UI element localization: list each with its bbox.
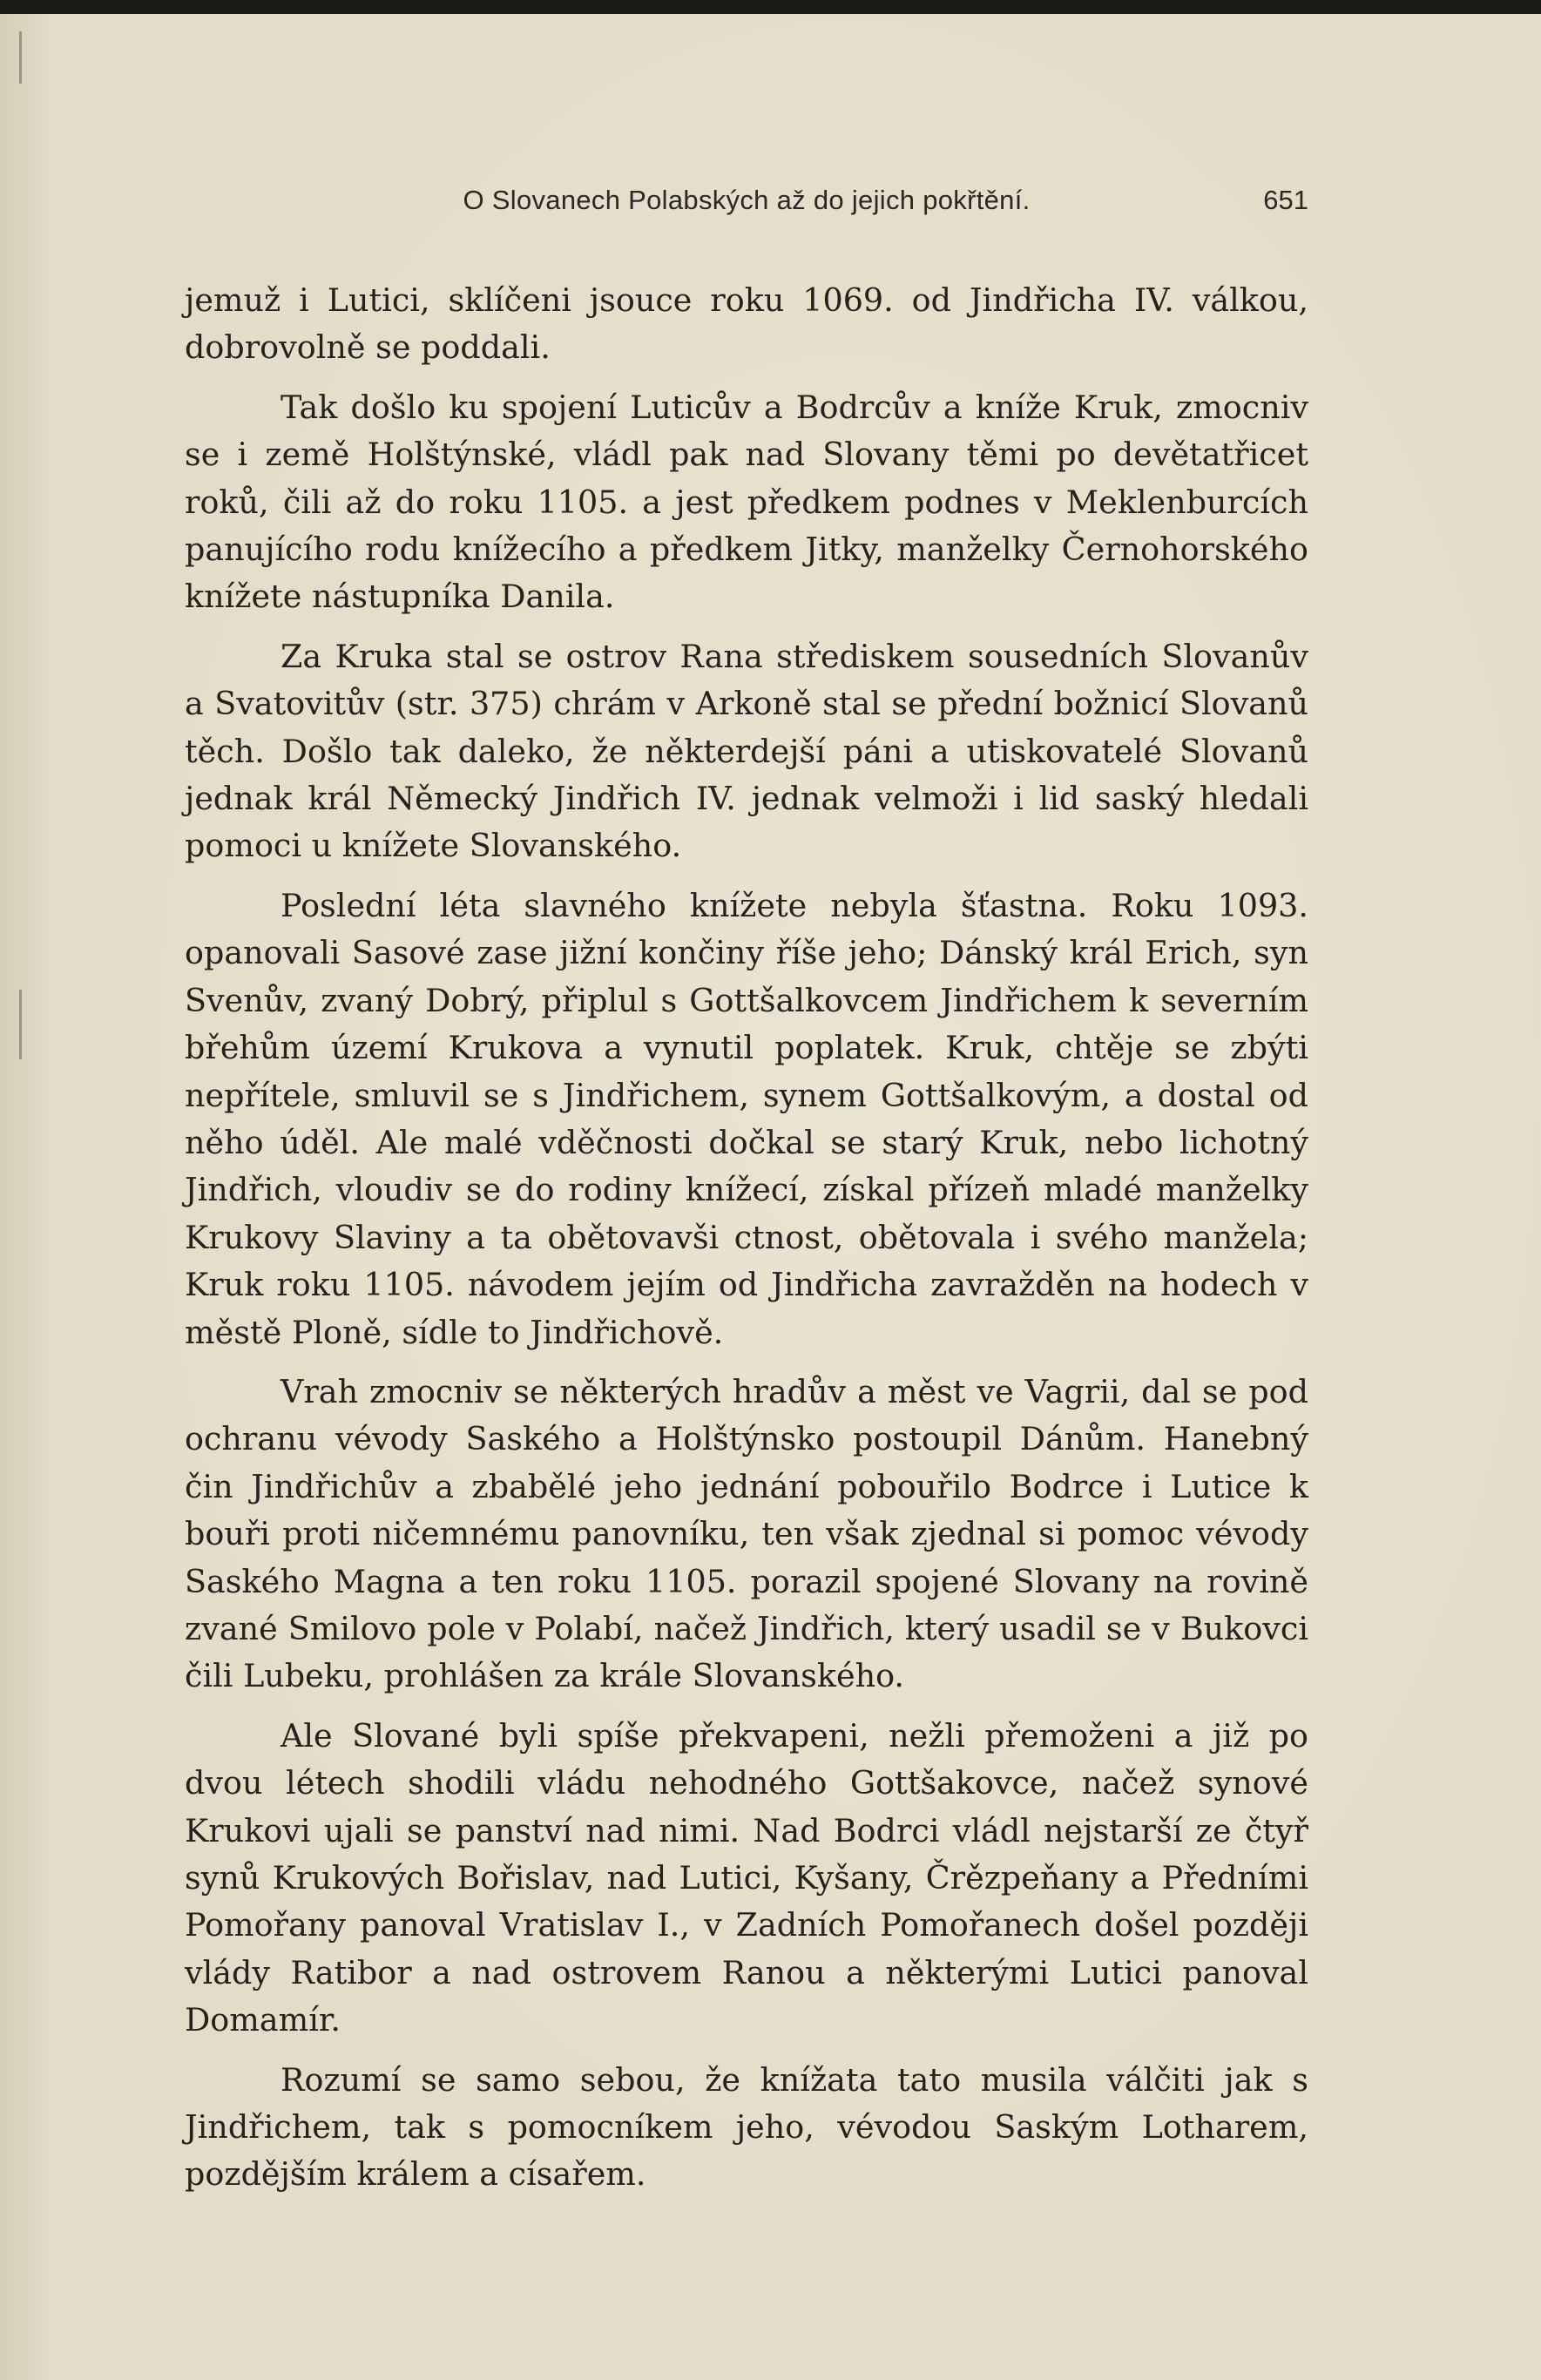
paragraph: Poslední léta slavného knížete nebyla šťastna. Roku 1093. opanovali Sasové zase jižní končiny říše jeho; Dánský král Erich, syn Svenův, zvaný Dobrý, připlul s Gottšalkovcem Jindřichem k severním břehům území Krukova a vynutil poplatek. Kruk, chtěje se zbýti nepřítele, smluvil se s Jindřichem, synem Gottšalkovým, a dostal od něho úděl. Ale malé vděčnosti dočkal se starý Kruk, nebo lichotný Jindřich, vloudiv se do rodiny knížecí, získal přízeň mladé manželky Krukovy Slaviny a ta obětovavši ctnost, obětovala i svého manžela; Kruk roku 1105. návodem jejím od Jindřicha zavražděn na hodech v městě Ploně, sídle to Jindřichově. — [185, 886, 1308, 1351]
page-edge-mark — [19, 31, 22, 84]
paragraph: Za Kruka stal se ostrov Rana střediskem sousedních Slovanův a Svatovitův (str. 375) chrám v Arkoně stal se přední božnicí Slovanů těch. Došlo tak daleko, že některdejší páni a utiskovatelé Slovanů jednak král Německý Jindřich IV. jednak velmoži i lid saský hledali pomoci u knížete Slovanského. — [185, 637, 1308, 865]
paragraph: jemuž i Lutici, sklíčeni jsouce roku 1069. od Jindřicha IV. válkou, dobrovolně se poddali. — [185, 281, 1308, 367]
body-text — [185, 277, 1308, 2211]
paragraph: Tak došlo ku spojení Luticův a Bodrcův a kníže Kruk, zmocniv se i země Holštýnské, vládl pak nad Slovany těmi po devětatřicet roků, čili až do roku 1105. a jest předkem podnes v Meklenburcích panujícího rodu knížecího a předkem Jitky, manželky Černohorského knížete nástupníka Danila. — [185, 388, 1308, 616]
page-header — [185, 185, 1308, 228]
paragraph: Vrah zmocniv se některých hradův a měst ve Vagrii, dal se pod ochranu vévody Saského a Holštýnsko postoupil Dánům. Hanebný čin Jindřichův a zbabělé jeho jednání pobouřilo Bodrce i Lutice k bouři proti ničemnému panovníku, ten však zjednal si pomoc vévody Saského Magna a ten roku 1105. porazil spojené Slovany na rovině zvané Smilovo pole v Polabí, načež Jindřich, který usadil se v Bukovci čili Lubeku, prohlášen za krále Slovanského. — [185, 1372, 1308, 1695]
page-number: 651 — [1263, 185, 1308, 215]
paragraph: Rozumí se samo sebou, že knížata tato musila válčiti jak s Jindřichem, tak s pomocníkem jeho, vévodou Saským Lotharem, pozdějším králem a císařem. — [185, 2060, 1308, 2194]
paragraph: Ale Slované byli spíše překvapeni, nežli přemoženi a již po dvou létech shodili vládu nehodného Gottšakovce, načež synové Krukovi ujali se panství nad nimi. Nad Bodrci vládl nejstarší ze čtyř synů Krukových Bořislav, nad Lutici, Kyšany, Črězpeňany a Předními Pomořany panoval Vratislav I., v Zadních Pomořanech došel později vlády Ratibor a nad ostrovem Ranou a některými Lutici panoval Domamír. — [185, 1716, 1308, 2039]
page-edge-mark — [19, 990, 22, 1059]
running-title: O Slovanech Polabských až do jejich pokřtění. — [463, 185, 1031, 215]
